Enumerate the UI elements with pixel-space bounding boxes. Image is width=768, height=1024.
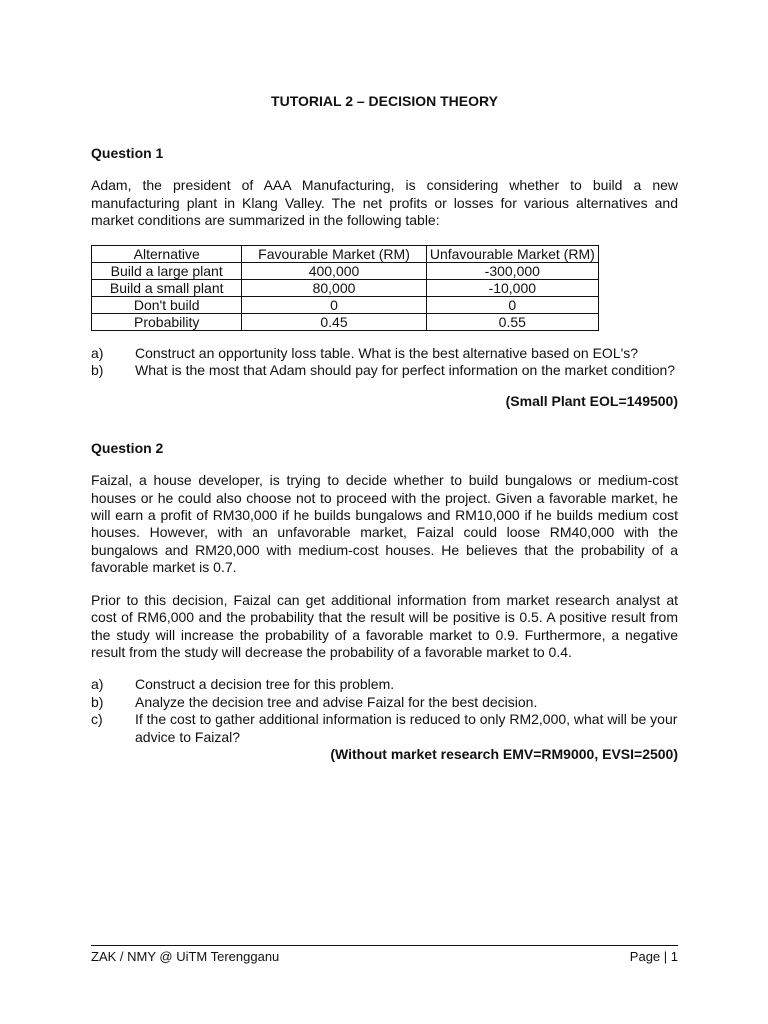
footer-divider — [91, 945, 678, 946]
page-number: Page | 1 — [629, 949, 678, 964]
table-row — [92, 262, 599, 279]
question-1-item-b — [91, 362, 678, 379]
item-label: c) — [91, 711, 103, 728]
table-row — [92, 279, 599, 296]
question-2-paragraph-1: Faizal, a house developer, is trying to decide whether to build bungalows or medium-cost houses or he could also choose not to proceed with the project. Given a favorable market, he will earn a profit of RM30,000 if he builds bungalows and RM10,000 if he builds medium cost houses. However, with an unfavorable market, Faizal could loose RM40,000 with the bungalows and RM20,000 with medium-cost houses. He believes that the probability of a favorable market is 0.7. — [91, 472, 678, 576]
item-text: Analyze the decision tree and advise Faizal for the best decision. — [135, 693, 538, 710]
question-1-intro: Adam, the president of AAA Manufacturing, is considering whether to build a new manufacturing plant in Klang Valley. The net profits or losses for various alternatives and market conditions are summarized in the following table: — [91, 177, 678, 229]
table-cell: 80,000 — [242, 279, 426, 296]
table-cell: 400,000 — [242, 262, 426, 279]
table-cell: Build a small plant — [92, 279, 242, 296]
table-cell: 0 — [426, 296, 598, 313]
item-label: b) — [91, 362, 104, 379]
table-cell: Build a large plant — [92, 262, 242, 279]
question-1-item-a — [91, 345, 678, 362]
question-2-item-b — [91, 694, 678, 711]
table-row — [92, 313, 599, 330]
table-header-cell: Alternative — [92, 245, 242, 262]
question-2-paragraph-2: Prior to this decision, Faizal can get additional information from market research analyst at cost of RM6,000 and the probability that the result will be positive is 0.5. A positive result from the study will increase the probability of a favorable market to 0.9. Furthermore, a negative result from the study will decrease the probability of a favorable market to 0.4. — [91, 591, 678, 660]
question-2-heading: Question 2 — [91, 439, 164, 456]
page-title: TUTORIAL 2 – DECISION THEORY — [271, 93, 498, 109]
table-cell: Probability — [92, 313, 242, 330]
question-2-answer: (Without market research EMV=RM9000, EVSI=2500) — [330, 745, 678, 762]
item-text: What is the most that Adam should pay for perfect information on the market condition? — [135, 362, 676, 379]
document-page — [91, 93, 678, 763]
footer-left-text: ZAK / NMY @ UiTM Terengganu — [91, 949, 280, 964]
question-2-item-a — [91, 676, 678, 693]
item-text: If the cost to gather additional information is reduced to only RM2,000, what will be your advice to Faizal? — [135, 711, 678, 745]
item-text: Construct an opportunity loss table. What is the best alternative based on EOL's? — [135, 344, 639, 361]
question-1-heading: Question 1 — [91, 145, 164, 161]
item-label: a) — [91, 344, 104, 361]
table-header-cell: Favourable Market (RM) — [242, 245, 426, 262]
table-header-cell: Unfavourable Market (RM) — [426, 245, 598, 262]
page-footer — [91, 948, 678, 965]
table-cell: 0 — [242, 296, 426, 313]
table-cell: 0.55 — [426, 313, 598, 330]
table-cell: -300,000 — [426, 262, 598, 279]
table-cell: Don't build — [92, 296, 242, 313]
table-cell: -10,000 — [426, 279, 598, 296]
item-label: b) — [91, 693, 104, 710]
question-1-answer: (Small Plant EOL=149500) — [505, 393, 678, 410]
question-2-item-c — [91, 711, 678, 746]
table-row — [92, 296, 599, 313]
payoff-table — [91, 245, 599, 331]
item-text: Construct a decision tree for this problem. — [135, 676, 395, 693]
table-header-row — [92, 245, 599, 262]
item-label: a) — [91, 676, 104, 693]
table-cell: 0.45 — [242, 313, 426, 330]
